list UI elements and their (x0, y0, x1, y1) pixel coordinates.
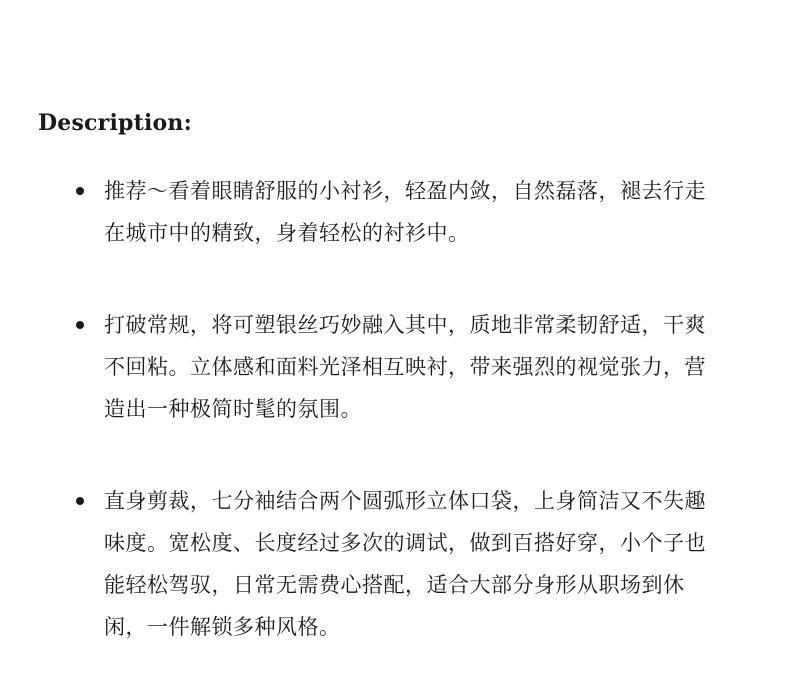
bullet-icon (76, 187, 84, 195)
description-item-2 (38, 304, 724, 430)
description-list (38, 170, 738, 698)
description-item-1 (38, 170, 724, 254)
description-item-3 (38, 480, 724, 648)
description-title: Description: (38, 110, 192, 136)
description-item-text: 直身剪裁，七分袖结合两个圆弧形立体口袋，上身简洁又不失趣味度。宽松度、长度经过多次的调试，做到百搭好穿，小个子也能轻松驾驭，日常无需费心搭配，适合大部分身形从职场到休闲，一件解锁多种风格。 (104, 489, 706, 639)
bullet-icon (76, 497, 84, 505)
bullet-icon (76, 321, 84, 329)
description-section (38, 104, 738, 639)
description-item-text: 推荐～看着眼睛舒服的小衬衫，轻盈内敛，自然磊落，褪去行走在城市中的精致，身着轻松的衬衫中。 (104, 179, 706, 245)
description-item-text: 打破常规，将可塑银丝巧妙融入其中，质地非常柔韧舒适，干爽不回粘。立体感和面料光泽相互映衬，带来强烈的视觉张力，营造出一种极简时髦的氛围。 (104, 313, 706, 421)
